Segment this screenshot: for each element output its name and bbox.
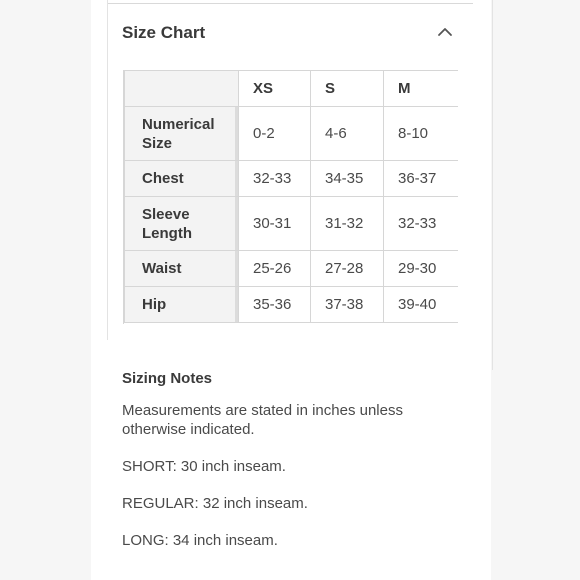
column-header-xs: XS: [239, 71, 311, 107]
table-header-row: [125, 71, 459, 107]
column-header-s: S: [311, 71, 384, 107]
table-cell: 4-6: [311, 107, 384, 161]
table-corner-cell: [125, 71, 239, 107]
table-cell: 39-40: [384, 287, 459, 323]
table-row: [125, 251, 459, 287]
table-row: [125, 161, 459, 197]
table-cell: 36-37: [384, 161, 459, 197]
table-cell: 0-2: [239, 107, 311, 161]
table-cell: 8-10: [384, 107, 459, 161]
table-cell: 35-36: [239, 287, 311, 323]
right-divider: [492, 0, 493, 370]
sizing-note-short: SHORT: 30 inch inseam.: [122, 458, 286, 475]
chevron-up-icon[interactable]: [437, 26, 453, 38]
table-row: [125, 287, 459, 323]
table-cell: 32-33: [239, 161, 311, 197]
sizing-note-regular: REGULAR: 32 inch inseam.: [122, 495, 308, 512]
table-cell: 34-35: [311, 161, 384, 197]
row-label-line: Hip: [142, 296, 167, 313]
row-label-numerical-size: [125, 107, 239, 161]
size-chart-title: Size Chart: [122, 23, 206, 42]
sizing-notes-title: Sizing Notes: [122, 370, 213, 387]
row-label-sleeve-length: [125, 197, 239, 251]
table-cell: 31-32: [311, 197, 384, 251]
row-label-hip: [125, 287, 239, 323]
table-cell: 32-33: [384, 197, 459, 251]
table-cell: 30-31: [239, 197, 311, 251]
row-label-chest: [125, 161, 239, 197]
row-label-line: Numerical: [142, 115, 215, 133]
sizing-note-long: LONG: 34 inch inseam.: [122, 532, 278, 549]
row-label-line: Size: [142, 134, 173, 152]
row-label-line: Sleeve: [142, 205, 190, 223]
row-label-line: Chest: [142, 170, 184, 187]
row-label-waist: [125, 251, 239, 287]
row-label-line: Length: [142, 224, 192, 242]
row-label-line: Waist: [142, 260, 182, 277]
left-divider: [107, 0, 108, 340]
size-table: [124, 70, 458, 323]
table-cell: 25-26: [239, 251, 311, 287]
size-table-scroller[interactable]: [123, 70, 458, 324]
column-header-m: M: [384, 71, 459, 107]
top-divider: [107, 3, 473, 4]
table-row: [125, 197, 459, 251]
table-row: [125, 107, 459, 161]
table-cell: 37-38: [311, 287, 384, 323]
table-cell: 27-28: [311, 251, 384, 287]
table-cell: 29-30: [384, 251, 459, 287]
sizing-note-measurements: Measurements are stated in inches unless otherwise indicated.: [122, 402, 403, 438]
